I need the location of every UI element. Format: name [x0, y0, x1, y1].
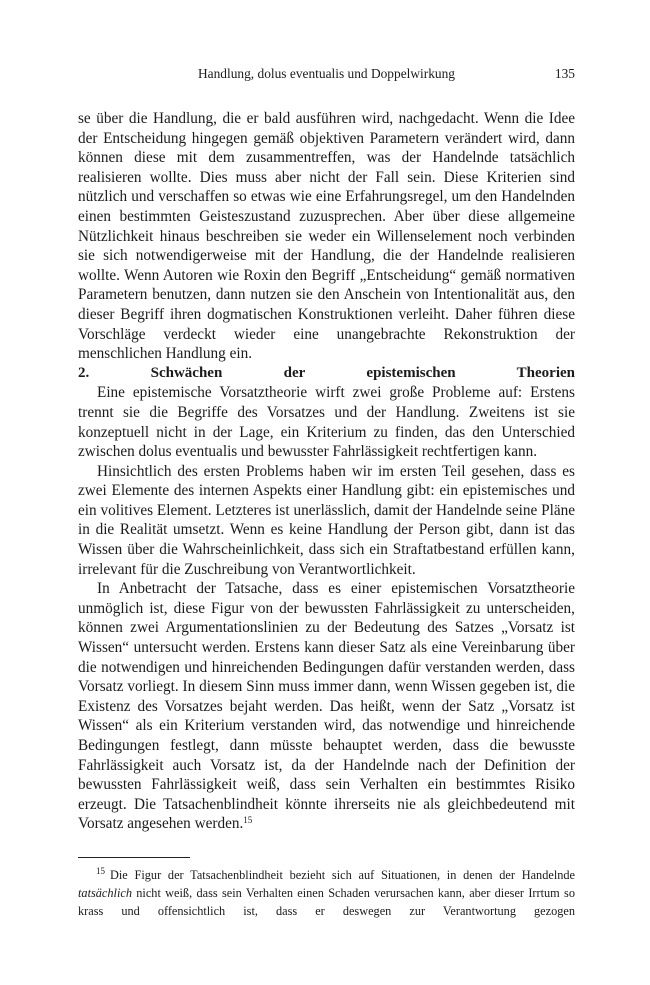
- footnote-text: [78, 866, 575, 920]
- footnote-text-after: nicht weiß, dass sein Verhalten einen Schaden verursachen kann, aber dieser Irrtum so krass und offensichtlich ist, dass er deswegen zur Verantwortung gezogen: [78, 886, 575, 918]
- running-header: [78, 66, 575, 86]
- footnote-number: 15: [96, 866, 105, 876]
- section-heading: 2. Schwächen der epistemischen Theorien: [78, 364, 575, 381]
- footnote-text-before: Die Figur der Tatsachenblindheit bezieht sich auf Situationen, in denen der Handelnde: [110, 868, 575, 882]
- paragraph-second-problem-text: In Anbetracht der Tatsache, dass es einer epistemischen Vorsatztheorie unmöglich ist, diese Figur von der bewussten Fahrlässigkeit zu unterscheiden, können zwei Argumentationslinien zu der Bedeutung des Satzes „Vorsatz ist Wissen“ untersucht werden. Erstens kann dieser Satz als eine Vereinbarung über die notwendigen und hinreichenden Bedingungen dafür verstanden werden, dass Vorsatz vorliegt. In diesem Sinn muss immer dann, wenn Wissen gegeben ist, die Existenz des Vorsatzes bejaht werden. Das heißt, wenn der Satz „Vorsatz ist Wissen“ als ein Kriterium verstanden wird, das notwendige und hinreichende Bedingungen festlegt, dann müsste behauptet werden, dass die bewusste Fahrlässigkeit auch Vorsatz ist, da der Handelnde nach der Definition der bewussten Fahrlässigkeit weiß, dass sein Verhalten ein bestimmtes Risiko erzeugt. Die Tatsachenblindheit könnte ihrerseits nie als gleichbedeutend mit Vorsatz angesehen werden.: [78, 580, 575, 833]
- footnote-reference: 15: [243, 815, 253, 826]
- paragraph-continued: se über die Handlung, die er bald ausführen wird, nachgedacht. Wenn die Idee der Entscheidung hingegen gemäß objektiven Parametern verändert wird, dann können diese mit dem zusammentreffen, was der Handelnde tatsächlich realisieren wollte. Dies muss aber nicht der Fall sein. Diese Kriterien sind nützlich und verschaffen so etwas wie eine Erfahrungsregel, um den Handelnden einen bestimmten Geisteszustand zuzusprechen. Aber über diese allgemeine Nützlichkeit hinaus beschreiben sie weder ein Willenselement noch verbinden sie sich notwendigerweise mit der Handlung, die der Handelnde realisieren wollte. Wenn Autoren wie Roxin den Begriff „Entscheidung“ gemäß normativen Parametern benutzen, dann nutzen sie den Anschein von Intentionalität aus, den dieser Begriff ihren dogmatischen Konstruktionen verleiht. Daher führen diese Vorschläge verdeckt wieder eine unangebrachte Rekonstruktion der menschlichen Handlung ein.: [78, 110, 575, 363]
- footnote-italic-word: tatsächlich: [78, 886, 132, 900]
- running-title: Handlung, dolus eventualis und Doppelwirkung: [198, 66, 455, 81]
- paragraph-first-problem: Hinsichtlich des ersten Problems haben wir im ersten Teil gesehen, dass es zwei Elemente des internen Aspekts einer Handlung gibt: ein epistemisches und ein volitives Element. Letzteres ist unerlässlich, damit der Handelnde seine Pläne in die Realität umsetzt. Wenn es keine Handlung der Person gibt, dann ist das Wissen über die Wahrscheinlichkeit, dass sich ein Straftatbestand erfüllen kann, irrelevant für die Zuschreibung von Verantwortlichkeit.: [78, 462, 575, 578]
- body-text: [78, 109, 575, 834]
- paragraph-epistemic-problems: Eine epistemische Vorsatztheorie wirft zwei große Probleme auf: Erstens trennt sie die Begriffe des Vorsatzes und der Handlung. Zweitens ist sie konzeptuell nicht in der Lage, ein Kriterium zu finden, das den Unterschied zwischen dolus eventualis und bewusster Fahrlässigkeit rechtfertigen kann.: [78, 384, 575, 461]
- page-number: 135: [554, 66, 575, 81]
- footnote-divider: [78, 857, 190, 858]
- footnote: [78, 866, 575, 920]
- paragraph-second-problem: [78, 579, 575, 834]
